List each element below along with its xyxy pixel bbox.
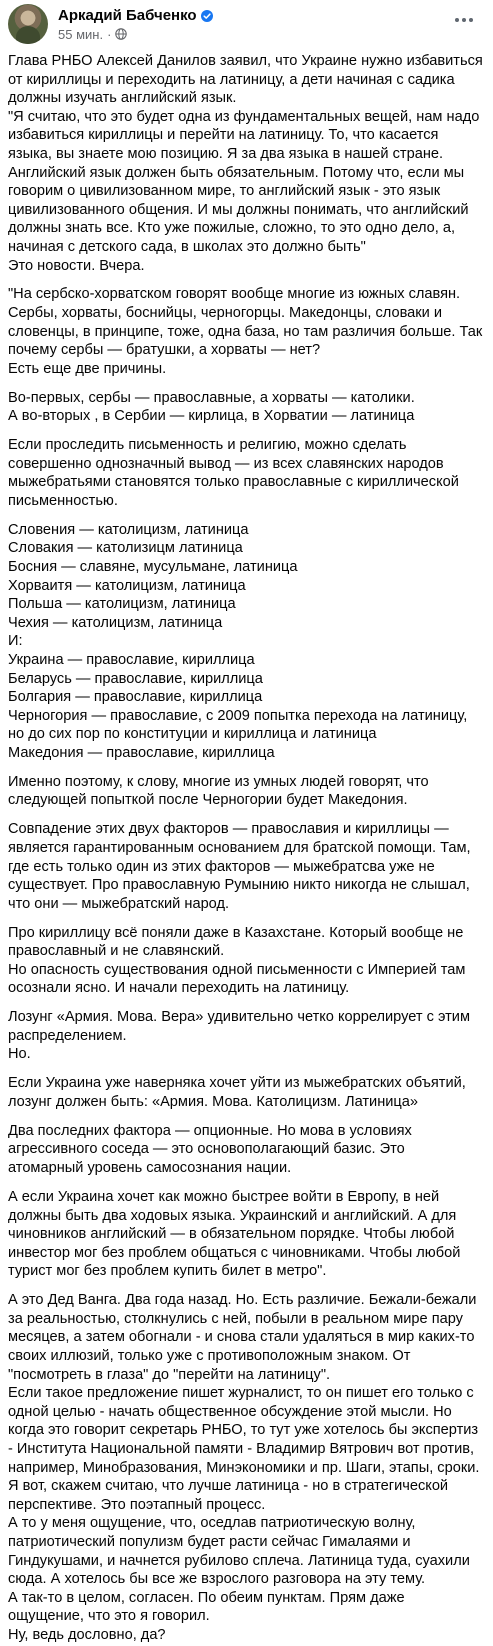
post-paragraph: Если Украина уже наверняка хочет уйти из мыжебратских объятий, лозунг должен быть: «Армия. Мова. Католицизм. Латиница»	[8, 1075, 466, 1110]
post-paragraph: Если проследить письменность и религию, можно сделать совершенно однозначный вывод — из всех славянских народов мыжебратьями становятся только православные с кириллической письменностью.	[8, 437, 459, 509]
author-line	[58, 5, 213, 25]
post-options-button[interactable]	[449, 8, 479, 32]
author-avatar[interactable]	[8, 4, 48, 44]
post-header	[8, 4, 485, 44]
post-paragraph: Про кириллицу всё поняли даже в Казахстане. Который вообще не православный и не славянский. Но опасность существования одной письменности с Империей там осознали ясно. И начали переходить на латиницу.	[8, 924, 466, 997]
post-paragraph: Именно поэтому, к слову, многие из умных людей говорят, что следующей попыткой после Черногории будет Македония.	[8, 773, 429, 809]
post-paragraph: Глава РНБО Алексей Данилов заявил, что Украине нужно избавиться от кириллицы и переходить на латиницу, а дети начиная с садика должны изучать английский язык. "Я считаю, что это будет одна из фундаментальных вещей, нам надо избавиться кириллицы и перейти на латиницу. То, что касается языка, вы знаете мою позицию. Я за два языка в нашей стране. Английский язык должен быть обязательным. Потому что, если мы говорим о цивилизованном мире, то английский язык - это язык цивилизованного общения. И мы должны понимать, что английский должны знать все. Кто уже пожилые, сложно, то это одно дело, а, начиная с детского сада, в школах это должно быть" Это новости. Вчера.	[8, 53, 483, 274]
post-paragraph: А это Дед Ванга. Два года назад. Но. Есть различие. Бежали-бежали за реальностью, столкнулись с ней, побыли в реальном мире пару месяцев, а затем обогнали - и снова стали удаляться в мир каких-то своих иллюзий, только уже с противоположным знаком. От "посмотреть в глаза" до "перейти на латиницу". Если такое предложение пишет журналист, то он пишет его только с одной целью - начать общественное обсуждение этой мысли. Но когда это говорит секретарь РНБО, то тут уже хотелось бы экспертиз - Института Национальной памяти - Владимир Вятрович вот против, например, Минобразования, Минэкономики и пр. Шаги, этапы, сроки. Я вот, скажем считаю, что лучше латиница - но в стратегической перспективе. Это поэтапный процесс. А то у меня ощущение, что, оседлав патриотическую волну, патриотический популизм будет расти сейчас Гималаями и Гиндукушами, и начнется рубилово сплеча. Латиница туда, суахили сюда. А хотелось бы все же взрослого разговора на эту тему. А так-то в целом, согласен. По обеим пунктам. Прям даже ощущение, что это я говорил. Ну, ведь дословно, да?	[8, 1292, 480, 1643]
meta-separator: ·	[107, 26, 112, 42]
post-paragraph: "На сербско-хорватском говорят вообще многие из южных славян. Сербы, хорваты, боснийцы, черногорцы. Македонцы, словаки и словенцы, в принципе, тоже, одна база, но там различия больше. Так почему сербы — братушки, а хорваты — нет? Есть еще две причины.	[8, 286, 483, 377]
more-dot	[462, 18, 466, 22]
verified-badge-icon	[201, 9, 213, 21]
globe-icon[interactable]	[115, 28, 127, 40]
post-paragraph: Во-первых, сербы — православные, а хорваты — католики. А во-вторых , в Сербии — кирлица, в Хорватии — латиница	[8, 389, 415, 425]
post-paragraph: Лозунг «Армия. Мова. Вера» удивительно четко коррелирует с этим распределением. Но.	[8, 1009, 470, 1063]
more-dot	[455, 18, 459, 22]
post-paragraph: А если Украина хочет как можно быстрее войти в Европу, в ней должны быть два ходовых языка. Украинский и английский. А для чиновников английский — в обязательном порядке. Чтобы любой инвестор мог без проблем общаться с чиновниками. Чтобы любой турист мог без проблем купить билет в метро".	[8, 1188, 461, 1280]
author-name[interactable]: Аркадий Бабченко	[58, 6, 197, 24]
more-dot	[469, 18, 473, 22]
post-paragraph: Два последних фактора — опционные. Но мова в условиях агрессивного соседа — это основополагающий базис. Это атомарный уровень самосознания нации.	[8, 1122, 412, 1177]
post-paragraph: Совпадение этих двух факторов — православия и кириллицы — является гарантированным основанием для братской помощи. Там, где есть только один из этих факторов — мыжебратсва уже не существует. Про православную Румынию никто никогда не слышал, что они — мыжебратский народ.	[8, 821, 471, 912]
post-paragraph: Словения — католицизм, латиница Словакия — католизицм латиница Босния — славяне, мусульмане, латиница Хорваитя — католицизм, латиница Польша — католицизм, латиница Чехия — католицизм, латиница И: Украина — православие, кириллица Беларусь — православие, кириллица Болгария — православие, кириллица Черногория — православие, с 2009 попытка перехода на латиницу, но до сих пор по конституции и кириллица и латиница Македония — православие, кириллица	[8, 521, 468, 761]
post-meta	[58, 26, 127, 42]
post-body	[8, 52, 484, 1644]
post-time[interactable]: 55 мин.	[58, 26, 104, 42]
